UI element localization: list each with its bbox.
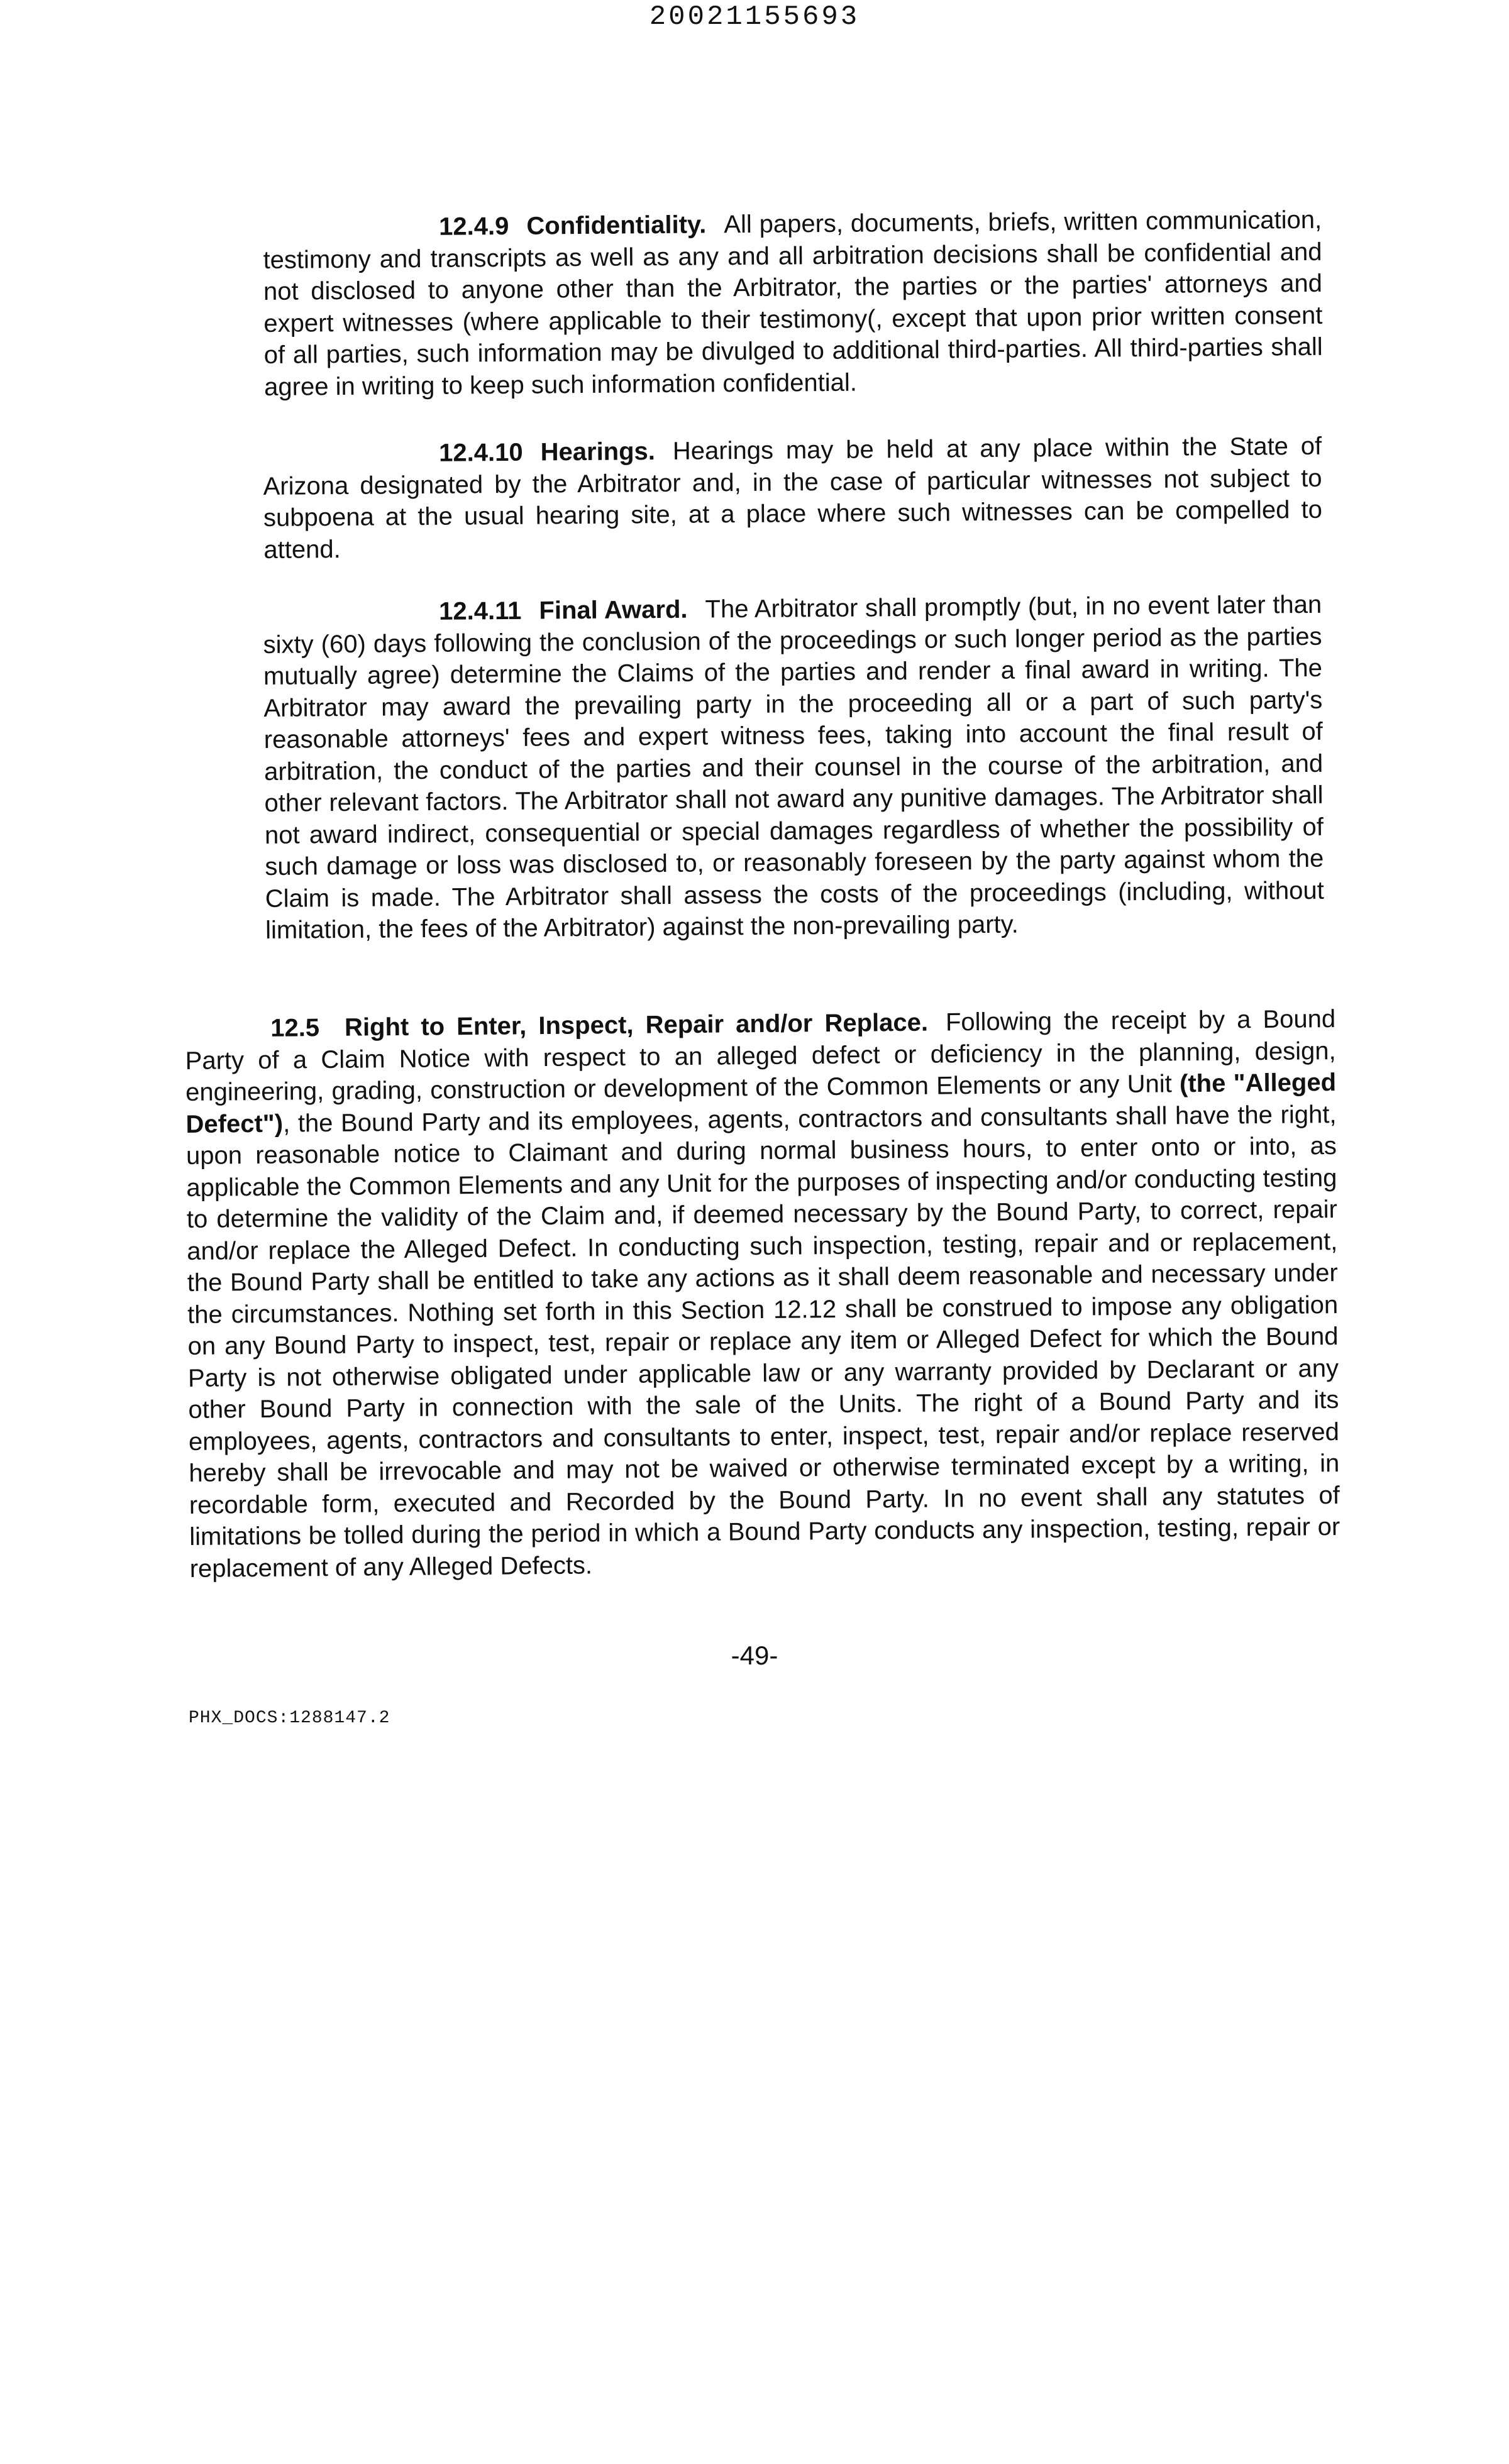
section-number: 12.4.11: [439, 597, 522, 625]
section-body-start: Following the receipt by a Bound Party of a Claim Notice with respect to an alleged defect or deficiency in the planning, design, engineering, grading, construction or development of the Common Elements or any Unit: [185, 1005, 1336, 1106]
section-body: The Arbitrator shall promptly (but, in no event later than sixty (60) days following the conclusion of the proceedings or such longer period as the parties mutually agree) determine the Claims of the parties and render a final award in writing. The Arbitrator may award the prevailing party in the proceeding all or a part of such party's reasonable attorneys' fees and expert witness fees, taking into account the final result of arbitration, the conduct of the parties and their counsel in the course of the arbitration, and other relevant factors. The Arbitrator shall not award any punitive damages. The Arbitrator shall not award indirect, consequential or special damages regardless of whether the possibility of such damage or loss was disclosed to, or reasonably foreseen by the party against whom the Claim is made. The Arbitrator shall assess the costs of the proceedings (including, without limitation, the fees of the Arbitrator) against the non-prevailing party.: [263, 590, 1324, 944]
section-body: All papers, documents, briefs, written communication, testimony and transcripts as well as any and all arbitration decisions shall be confidential and not disclosed to anyone other than the Arbitrator, the parties or the parties' attorneys and expert witnesses (where applicable to their testimony(, except that upon prior written consent of all parties, such information may be divulged to additional third-parties. All third-parties shall agree in writing to keep such information confidential.: [263, 206, 1323, 401]
section-number: 12.5: [270, 1014, 320, 1042]
section-title: Hearings.: [540, 437, 656, 466]
defined-term: (the "Alleged Defect"): [185, 1069, 1337, 1138]
section-12-4-10: [263, 431, 1323, 566]
section-12-4-11: [263, 589, 1324, 947]
document-id-header: 20021155693: [649, 1, 860, 33]
section-body-end: , the Bound Party and its employees, agents, contractors and consultants shall have the right, upon reasonable notice to Claimant and during normal business hours, to enter onto or into, as applicable the Common Elements and any Unit for the purposes of inspecting and/or conducting testing to determine the validity of the Claim and, if deemed necessary by the Bound Party, to correct, repair and/or replace the Alleged Defect. In conducting such inspection, testing, repair and or replacement, the Bound Party shall be entitled to take any actions as it shall deem reasonable and necessary under the circumstances. Nothing set forth in this Section 12.12 shall be construed to impose any obligation on any Bound Party to inspect, test, repair or replace any item or Alleged Defect for which the Bound Party is not otherwise obligated under applicable law or any warranty provided by Declarant or any other Bound Party in connection with the sale of the Units. The right of a Bound Party and its employees, agents, contractors and consultants to enter, inspect, test, repair and/or replace reserved hereby shall be irrevocable and may not be waived or otherwise terminated except by a writing, in recordable form, executed and Recorded by the Bound Party. In no event shall any statutes of limitations be tolled during the period in which a Bound Party conducts any inspection, testing, repair or replacement of any Alleged Defects.: [185, 1100, 1340, 1583]
section-title: Confidentiality.: [526, 211, 707, 240]
section-number: 12.4.10: [439, 438, 523, 467]
section-12-5: [185, 1003, 1340, 1585]
document-reference: PHX_DOCS:1288147.2: [189, 1708, 390, 1728]
section-12-4-9: [263, 204, 1323, 403]
section-title: Final Award.: [539, 595, 688, 625]
section-number: 12.4.9: [439, 212, 509, 241]
section-title: Right to Enter, Inspect, Repair and/or Replace.: [344, 1008, 929, 1042]
section-body: Hearings may be held at any place within the State of Arizona designated by the Arbitrator and, in the case of particular witnesses not subject to subpoena at the usual hearing site, at a place where such witnesses can be compelled to attend.: [263, 432, 1323, 564]
page-number: -49-: [731, 1641, 778, 1670]
